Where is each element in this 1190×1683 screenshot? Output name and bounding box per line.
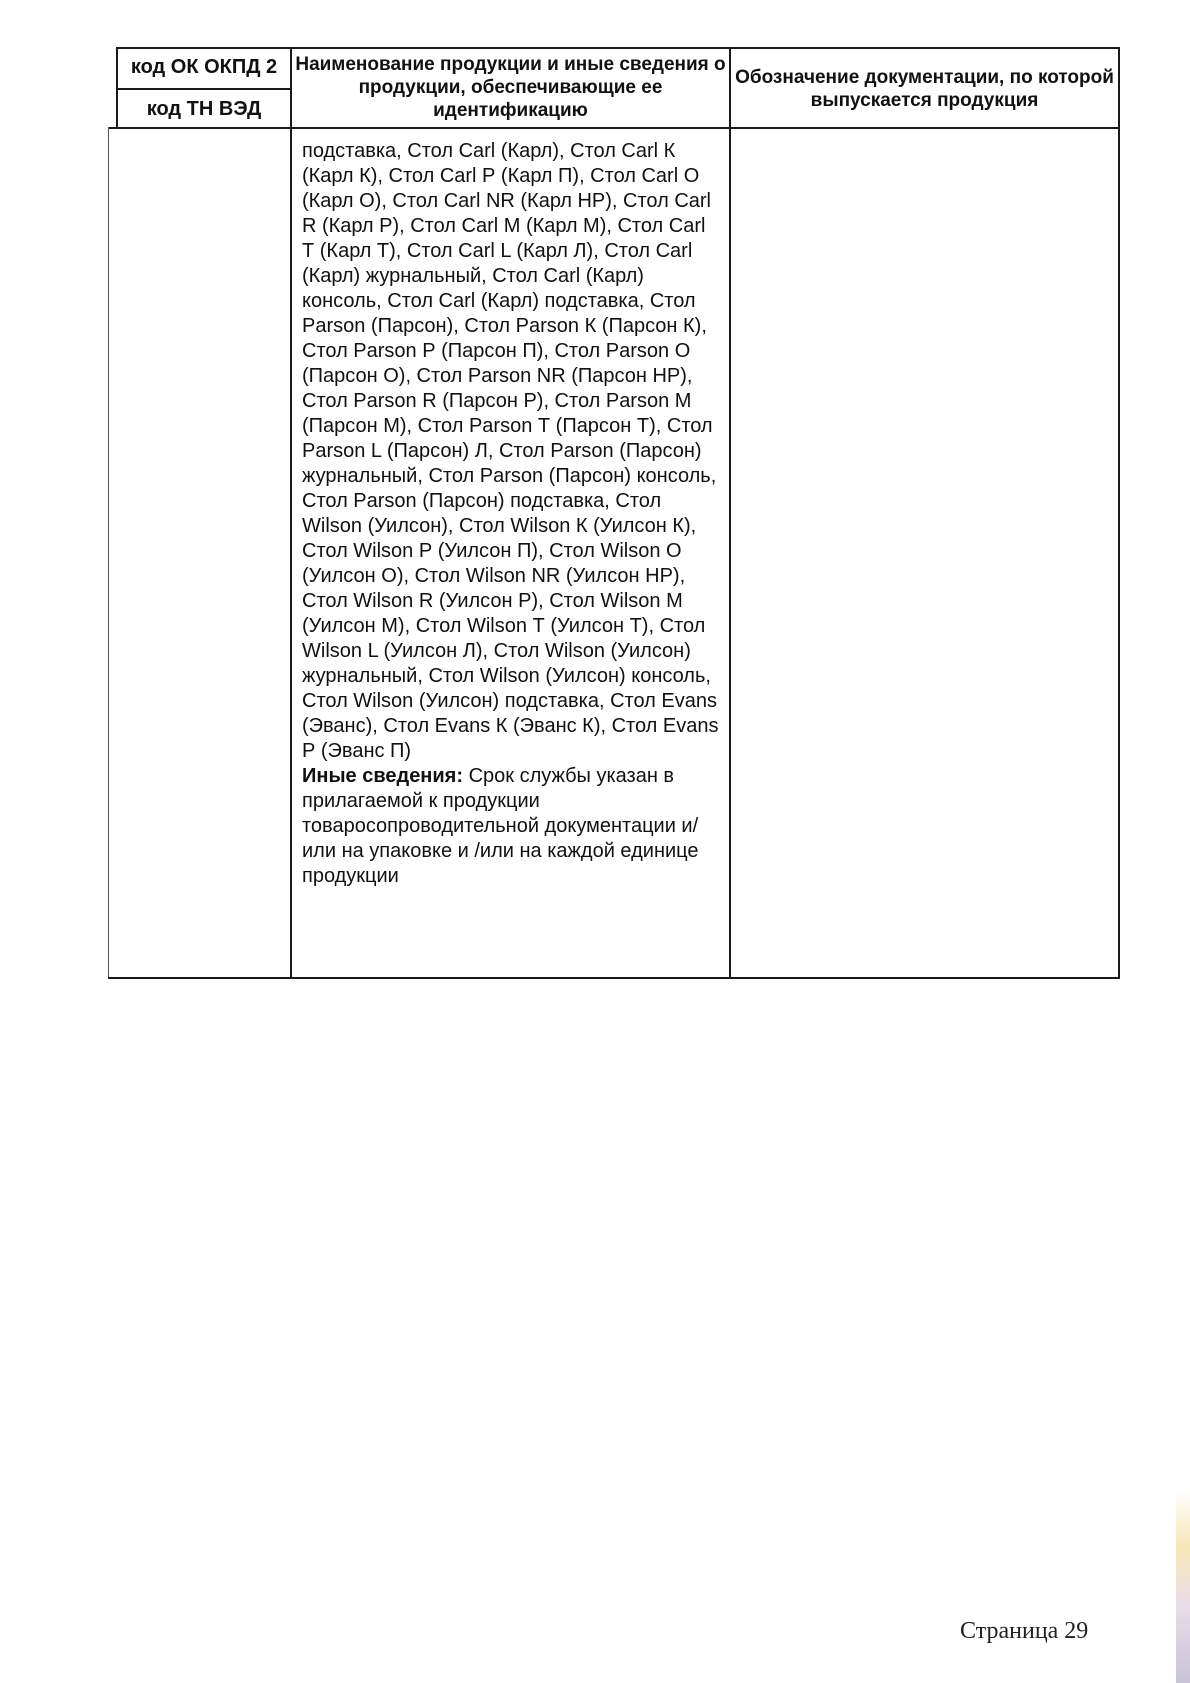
other-info-text: Срок службы указан в прилагаемой к продукции товаросопроводительной документации и/или на упаковке и /или на каждой единице продукции (302, 765, 699, 887)
header-documentation: Обозначение документации, по которой выпускается продукция (735, 67, 1114, 111)
page-number: Страница 29 (960, 1618, 1089, 1644)
header-product-name: Наименование продукции и иные сведения о продукции, обеспечивающие ее идентификацию (295, 54, 726, 121)
product-description-cell (302, 139, 722, 889)
table-border-left-body (108, 127, 109, 978)
product-list: подставка, Стол Carl (Карл), Стол Carl К (Карл К), Стол Carl Р (Карл П), Стол Carl О (Карл О), Стол Carl NR (Карл НР), Стол Carl R (Карл Р), Стол Carl М (Карл М), Стол Carl Т (Карл Т), Стол Carl L (Карл Л), Стол Carl (Карл) журнальный, Стол Carl (Карл) консоль, Стол Carl (Карл) подставка, Стол Parson (Парсон), Стол Parson К (Парсон К), Стол Parson Р (Парсон П), Стол Parson О (Парсон О), Стол Parson NR (Парсон НР), Стол Parson R (Парсон Р), Стол Parson М (Парсон М), Стол Parson Т (Парсон Т), Стол Parson L (Парсон) Л, Стол Parson (Парсон) журнальный, Стол Parson (Парсон) консоль, Стол Parson (Парсон) подставка, Стол Wilson (Уилсон), Стол Wilson К (Уилсон К), Стол Wilson Р (Уилсон П), Стол Wilson О (Уилсон О), Стол Wilson NR (Уилсон НР), Стол Wilson R (Уилсон Р), Стол Wilson М (Уилсон М), Стол Wilson Т (Уилсон Т), Стол Wilson L (Уилсон Л), Стол Wilson (Уилсон) журнальный, Стол Wilson (Уилсон) консоль, Стол Wilson (Уилсон) подставка, Стол Evans (Эванс), Стол Evans К (Эванс К), Стол Evans Р (Эванс П) (302, 140, 719, 762)
header-cell-divider (116, 88, 291, 90)
header-tnved-code: код ТН ВЭД (146, 98, 262, 120)
scan-edge-tint (1176, 1490, 1190, 1683)
table-border-right (1118, 47, 1120, 979)
other-info-label: Иные сведения: (302, 765, 464, 787)
table-header-border (108, 127, 1119, 129)
table-border-top (116, 47, 1119, 49)
header-okpd-code: код ОК ОКПД 2 (130, 56, 278, 78)
table-border-bottom (108, 977, 1120, 979)
table-column-divider (290, 47, 292, 979)
table-column-divider (729, 47, 731, 979)
